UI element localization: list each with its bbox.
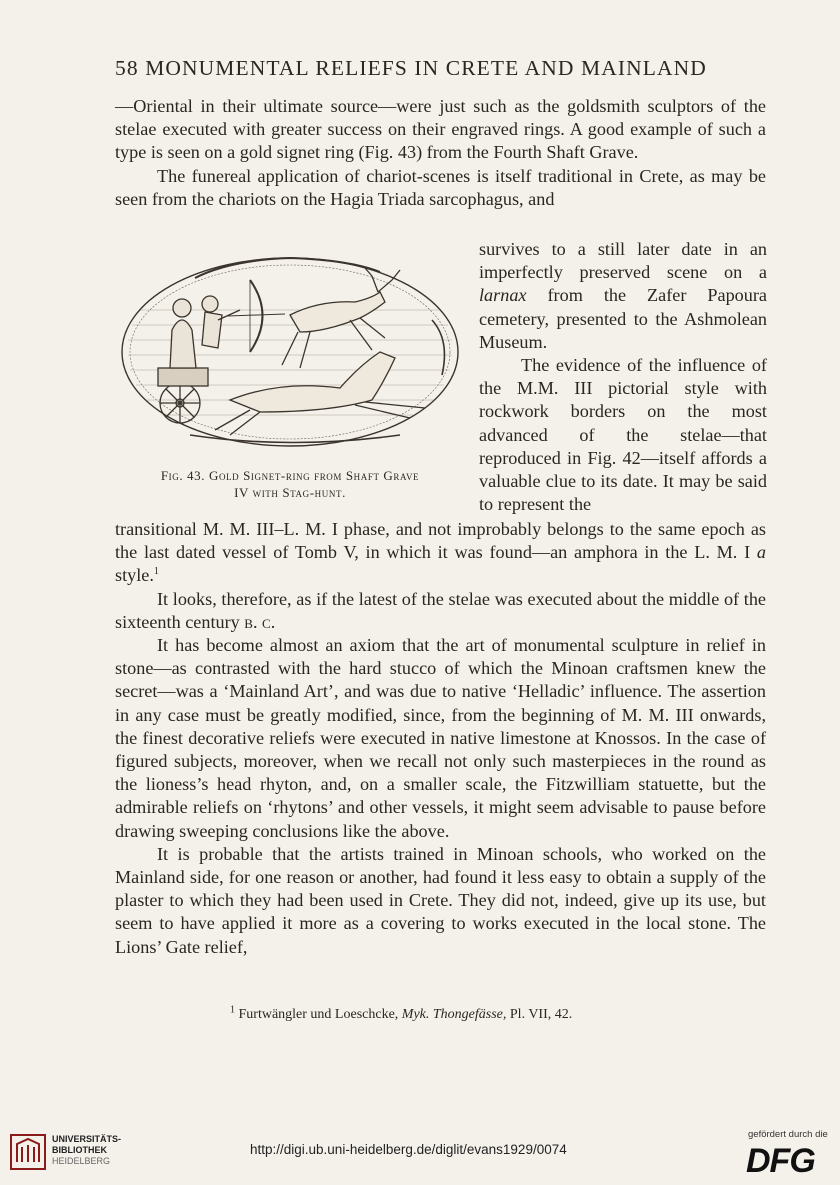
bow bbox=[250, 280, 263, 352]
paragraph-5: It has become almost an axiom that the art of monumental sculpture in relief in stone—as contrasted with the hard stucco of which the Minoan craftsmen knew the secret—was a ‘Mainland Art’, and was due to native ‘Helladic’ influence. The assertion in any case must be greatly modified, since, from the beginning of M. M. III onwards, the finest decorative reliefs were executed in native limestone at Knossos. In the case of figured subjects, moreover, when we recall not only such masterpieces in the round as the lioness’s head rhyton, and, on a smaller scale, the Fitzwilliam statuette, but the admirable reliefs on ‘rhytons’ and other vessels, it might seem advisable to pause before drawing sweeping conclusions like the above. bbox=[115, 635, 766, 841]
larnax-term: larnax bbox=[479, 285, 527, 306]
caption-line-1: Fig. 43. Gold Signet-ring from Shaft Grave bbox=[160, 468, 420, 483]
footnote: $^1$ Furtwängler und Loeschcke, Myk. Thongefässe, Pl. VII, 42. bbox=[230, 1004, 573, 1022]
page-number: 58 bbox=[115, 56, 139, 80]
digitization-footer bbox=[0, 1120, 840, 1185]
paragraph-6: It is probable that the artists trained in Minoan schools, who worked on the Mainland side, for one reason or another, had found it less easy to obtain a supply of the plaster to which they had been used in Crete. They did not, indeed, give up its use, but seem to have applied it more as a covering to works executed in the local stone. The Lions’ Gate relief, bbox=[115, 843, 766, 957]
caption-line-2: IV with Stag-hunt. bbox=[234, 485, 346, 500]
running-title: MONUMENTAL RELIEFS IN CRETE AND MAINLAND bbox=[145, 56, 707, 80]
figure-caption bbox=[100, 467, 480, 501]
library-logo-icon bbox=[10, 1134, 46, 1170]
text-block-top bbox=[115, 95, 766, 211]
funding-text: gefördert durch die bbox=[748, 1129, 828, 1140]
footnote-marker: 1 bbox=[153, 566, 159, 578]
text-block-bottom bbox=[115, 518, 766, 959]
wrapped-text-column bbox=[479, 238, 767, 516]
paragraph-1: —Oriental in their ultimate source—were just such as the goldsmith sculptors of the stelae executed with greater success on their engraved rings. A good example of such a type is seen on a gold signet ring (Fig. 43) from the Fourth Shaft Grave. bbox=[115, 96, 766, 163]
dfg-logo: DFG bbox=[746, 1142, 815, 1180]
top-rockwork-border bbox=[195, 258, 380, 278]
paragraph-2-wrap: survives to a still later date in an imperfectly preserved scene on a larnax from the Zafer Papoura cemetery, presented to the Ashmolean Museum. bbox=[479, 239, 768, 352]
paragraph-3-rest: transitional M. M. III–L. M. I phase, and not improbably belongs to the same epoch as the last dated vessel of Tomb V, in which it was found—an amphora in the L. M. I a style.$^1$ bbox=[115, 519, 766, 586]
paragraph-3-wrap: The evidence of the influence of the M.M. III pictorial style with rockwork borders on the most advanced of the stelae—that reproduced in Fig. 42—itself affords a valuable clue to its date. It may be said to represent the bbox=[479, 355, 767, 515]
source-url-link[interactable]: http://digi.ub.uni-heidelberg.de/diglit/evans1929/0074 bbox=[250, 1142, 567, 1157]
paragraph-2-start: The funereal application of chariot-scenes is itself traditional in Crete, as may be seen from the chariots on the Hagia Triada sarcophagus, and bbox=[115, 165, 766, 209]
horse-figure bbox=[215, 352, 425, 435]
chariot-figure bbox=[158, 299, 208, 423]
right-rockwork-border bbox=[432, 320, 444, 375]
signet-ring-illustration bbox=[110, 240, 470, 480]
running-header bbox=[115, 56, 765, 81]
paragraph-4: It looks, therefore, as if the latest of the stelae was executed about the middle of the sixteenth century b. c. bbox=[115, 588, 766, 632]
library-name: UNIVERSITÄTS- BIBLIOTHEK HEIDELBERG bbox=[52, 1134, 122, 1166]
